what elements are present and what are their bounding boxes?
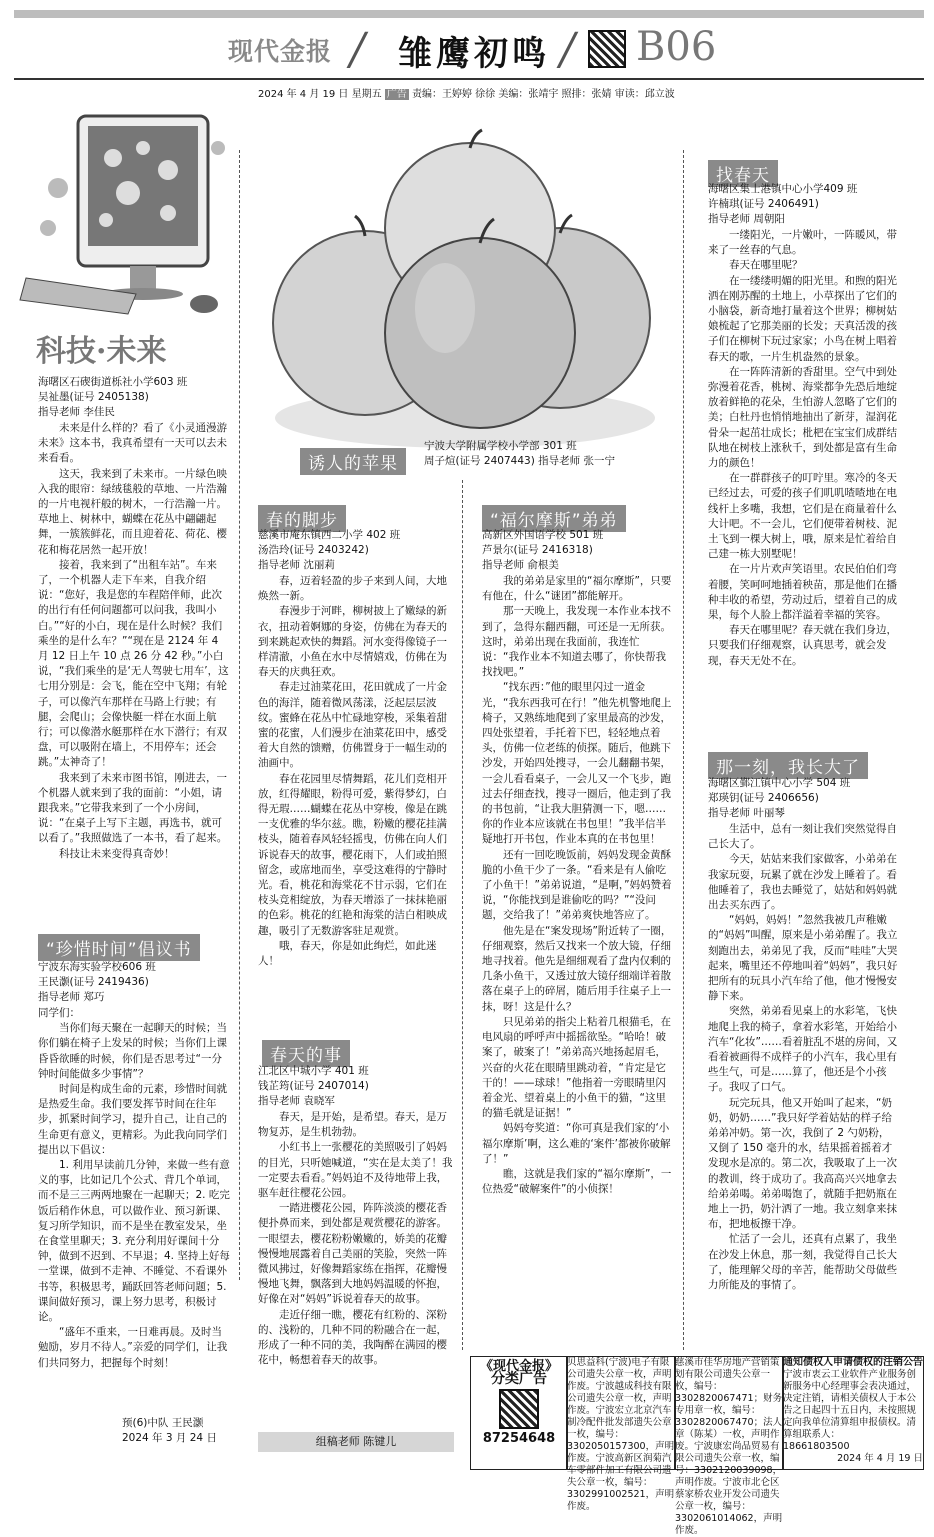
apple-drawing (255, 118, 675, 458)
article-byline (708, 182, 857, 228)
author: 芦景尔(证号 2416318) (482, 544, 593, 557)
teacher: 指导老师 郑巧 (38, 991, 105, 1004)
school: 海曙区鄞江镇中心小学 504 班 (708, 777, 851, 789)
top-rule (14, 10, 924, 18)
slash-divider: / (560, 24, 575, 75)
section-heading: 春天的事 (262, 1040, 350, 1067)
issue-date: 2024 年 4 月 19 日 (258, 89, 349, 100)
paragraph: 他先是在“案发现场”附近转了一圈，仔细观察，然后又找来一个放大镜，仔细地寻找着。他先是细细观看了盘内仅剩的几条小鱼干，又透过放大镜仔细端详着散落在桌子上的碎屑，随后用手往桌子上一抹，呀！这是什么？ (482, 924, 672, 1013)
teacher: 指导老师 沈丽莉 (258, 559, 335, 572)
paragraph: 春漫步于河畔，柳树披上了嫩绿的新衣，扭动着婀娜的身姿，仿佛在为春天的到来跳起欢快的舞蹈。河水变得像镜子一样清澈，小鱼在水中尽情嬉戏，仿佛在为春天的庆典狂欢。 (258, 605, 447, 679)
article-byline (482, 528, 603, 574)
paragraph: 走近仔细一瞧，樱花有红粉的、深粉的、浅粉的，几种不同的粉融合在一起，形成了一种不同的美，我陶醉在满园的樱花中，畅想着春天的故事。 (258, 1308, 447, 1367)
issue-weekday: 星期五 (351, 89, 382, 100)
paragraph: 春在花园里尽情舞蹈，花儿们竞相开放，红得耀眼，粉得可爱，紫得梦幻，白得无瑕……蝴蝶在花丛中穿梭，像是在跳一支优雅的华尔兹。瞧，粉嫩的樱花挂满枝头，随着春风轻轻摇曳，仿佛在向人们诉说春天的故事，樱花雨下，人们或拍照留念，或席地而坐，享受这难得的宁静时光。看，桃花和海棠花不甘示弱，它们在枝头竞相绽放，为春天增添了一抹抹艳丽的色彩。桃花的红艳和海棠的洁白相映成趣，吸引了无数游客驻足观赏。 (258, 772, 447, 937)
paragraph: 春，迈着轻盈的步子来到人间，大地焕然一新。 (258, 575, 447, 603)
notice-date: 2024 年 4 月 19 日 (837, 1453, 923, 1464)
article-body (482, 574, 676, 1348)
column-rule (239, 150, 240, 1280)
classified-phone: 87254648 (482, 1431, 556, 1446)
paragraph: 在一片片欢声笑语里。农民伯伯们弯着腰，笑呵呵地插着秧苗，那是他们在播种丰收的希望，劳动过后，望着自己的成果，每个人脸上都洋溢着幸福的笑容。 (708, 563, 897, 622)
classified-logo-box (470, 1356, 568, 1470)
paragraph: “盛年不重来，一日难再晨。及时当勉励，岁月不待人。”亲爱的同学们，让我们共同努力，把握每个时刻！ (38, 1326, 228, 1369)
editor-credits: 责编：王婷婷 徐徐 美编：张靖宇 照排：张婧 审读：邱立波 (412, 89, 675, 100)
computer-illustration (18, 108, 230, 320)
teacher: 指导老师 周朝阳 (708, 213, 785, 226)
paragraph: 这天，我来到了未来市。一片绿色映入我的眼帘：绿绒毯般的草地、一片浩瀚的一片电视杆般的树木，一行浩瀚一片。草地上、树林中，蝴蝶在花丛中翩翩起舞，一簇簇鲜花，而且迎着花、荷花、樱花和梅花居然一起开放！ (38, 467, 227, 556)
school: 高新区外国语学校 501 班 (482, 529, 604, 541)
ad-tag: 广告 (386, 89, 407, 100)
paragraph: 还有一回吃晚饭前，妈妈发现金黄酥脆的小鱼干少了一条。“看来是有人偷吃了小鱼干！”弟弟说道，“是啊，”妈妈赞着说，“你能找到是谁偷吃的吗？”“没问题，交给我了！”弟弟爽快地答应了。 (482, 848, 672, 922)
paragraph: 在一群群孩子的叮咛里。寒冷的冬天已经过去，可爱的孩子们叽叽喳喳地在电线杆上多嘴，我想，它们是在商量着什么大计吧。不一会儿，它们便带着树枝、泥土飞到一棵大树上，哦，原来是忙着给自己建一栋大别墅呢！ (708, 472, 897, 561)
caption-heading: 诱人的苹果 (300, 448, 406, 475)
article-body (258, 574, 454, 1026)
paragraph: 在一缕缕明媚的阳光里。和煦的阳光洒在刚苏醒的土地上，小草探出了它们的小脑袋，新奇地打量着这个世界；柳树姑娘梳起了它那美丽的长发；天真活泼的孩子们在柳树下玩过家家；小鸟在树上唱着春天的歌，一片生机盎然的景象。 (708, 274, 897, 363)
paragraph: 突然，弟弟看见桌上的水彩笔，飞快地爬上我的椅子，拿着水彩笔，开始给小汽车“化妆”……看着脏乱不堪的房间，又看着被画得不成样子的小汽车，我心里有些生气，可是……算了，他还是个小孩子。我叹了口气。 (708, 1005, 898, 1094)
section-title: 雏鹰初鸣 (398, 34, 550, 74)
paragraph: 玩完玩具，他又开始叫了起来，“奶奶，奶奶……”我只好学着姑姑的样子给弟弟冲奶。第一次，我倒了 2 勺奶粉，又倒了 150 毫升的水，结果摇着摇着才发现水是凉的。第二次，我吸取了上一次的教训，终于成功了。我高高兴兴地拿去给弟弟喝。弟弟喝饱了，就随手把奶瓶在地上一扔，奶汁洒了一地。我立刻拿来抹布，把地板擦干净。 (708, 1096, 897, 1231)
teacher: 指导老师 叶丽琴 (708, 807, 785, 820)
school: 江北区中城小学 401 班 (258, 1065, 369, 1077)
article-body (708, 822, 898, 1342)
paragraph: 当你们每天聚在一起聊天的时候；当你们躺在椅子上发呆的时候；当你们上课昏昏欲睡的时候，你们是否思考过“一分钟时间能做多少事情”？ (38, 1022, 227, 1080)
paragraph: 春天在哪里呢？春天就在我们身边，只要我们仔细观察，认真思考，就会发现，春天无处不在。 (708, 624, 897, 667)
author: 郑瑛钥(证号 2406656) (708, 792, 819, 805)
paragraph: 妈妈夸奖道：“你可真是我们家的‘小福尔摩斯’啊，这么难的‘案件’都被你破解了！” (482, 1122, 671, 1165)
school: 海曙区石碶街道栎社小学603 班 (38, 376, 188, 388)
author: 吴祉墨(证号 2405138) (38, 391, 149, 404)
signature-name: 预(6)中队 王民灏 (122, 1417, 204, 1429)
classified-ad: 贝思益科(宁波)电子有限公司遗失公章一枚，声明作废。宁波越成科技有限公司遗失公章一枚，声明作废。宁波宏立北京汽车制冷配件批发部遗失公章一枚，编号：3302050157300，声明作废。宁波高新区润菊汽车零部件加工有限公司遗失公章一枚，编号：3302991002521，声明作废。 (567, 1357, 675, 1512)
notice-phone: 18661803500 (783, 1441, 850, 1452)
notice-title: 通知债权人申请债权的注销公告 (783, 1357, 923, 1368)
article-body (258, 1110, 454, 1424)
article-byline (258, 528, 400, 574)
drawing-byline (424, 439, 615, 469)
school: 慈溪市庵东镇西二小学 402 班 (258, 529, 401, 541)
school: 宁波东海实验学校606 班 (38, 961, 156, 973)
paragraph: 只见弟弟的指尖上粘着几根猫毛，在电风扇的呼呼声中摇摇欲坠。“哈哈！破案了，破案了！”弟弟高兴地扬起眉毛，兴奋的火花在眼睛里跳动着，“肯定是它干的！——球球！”他指着一旁眼睛里闪着金光、望着桌上的小鱼干的猫，“这里的猫毛就是证据！” (482, 1015, 671, 1120)
paragraph: 忙活了一会儿，还真有点累了，我坐在沙发上休息，那一刻，我觉得自己长大了，能理解父母的辛苦，能帮助父母做些力所能及的事情了。 (708, 1233, 897, 1292)
column-rule (683, 150, 684, 1350)
paragraph: 未来是什么样的？看了《小灵通漫游未来》这本书，我真希望有一天可以去未来看看。 (38, 422, 227, 465)
school: 海曙区集士港镇中心小学409 班 (708, 183, 858, 195)
page-number: B06 (636, 24, 717, 70)
paragraph: 同学们： (38, 1007, 80, 1019)
article-title: 科技·未来 (36, 334, 167, 369)
editor-footer: 组稿老师 陈键儿 (258, 1432, 454, 1452)
classified-brand: 《现代金报》 (479, 1359, 558, 1374)
paragraph: 春天在哪里呢？ (729, 259, 803, 272)
paper-name: 现代金报 (228, 37, 333, 66)
column-rule (462, 480, 463, 1350)
dateline (258, 85, 675, 100)
author: 汤浩玲(证号 2403242) (258, 544, 369, 557)
article-byline (38, 375, 187, 421)
section-heading: “福尔摩斯”弟弟 (482, 505, 626, 532)
article-body (38, 1006, 230, 1414)
school: 宁波大学附属学校小学部 301 班 (424, 440, 577, 452)
paragraph: 春走过油菜花田，花田就成了一片金色的海洋，随着微风荡漾，泛起层层波纹。蜜蜂在花丛中忙碌地穿梭，采集着甜蜜的花蜜，人们漫步在油菜花田中，感受着大自然的馈赠，仿佛置身于一幅生动的油画中。 (258, 681, 447, 770)
section-heading: 春的脚步 (258, 505, 346, 532)
paragraph: 春天，是开始，是希望。春天，是万物复苏，是生机勃勃。 (258, 1111, 447, 1139)
author: 钱芷筠(证号 2407014) (258, 1080, 369, 1093)
article-body (708, 228, 898, 728)
paragraph: 哦，春天，你是如此绚烂，如此迷人！ (258, 939, 437, 968)
article-signature (122, 1416, 217, 1446)
article-byline (258, 1064, 369, 1110)
section-heading: 找春天 (708, 160, 778, 187)
classified-ad: 慈溪市佳华房地产营销策划有限公司遗失公章一枚，编号：3302820067471；财务专用章一枚，编号：3302820067470；法人章（陈某）一枚，声明作废。宁波康宏尚品贸易有限公司遗失公章一枚，编号：3302120039098，声明作废。宁波市北仑区蔡家桥农业开发公司遗失公章一枚，编号：3302061014062，声明作废。 (675, 1357, 783, 1536)
paragraph: 在一阵阵清新的香甜里。空气中到处弥漫着花香，桃树、海棠都争先恐后地绽放着鲜艳的花朵，生怕游人忽略了它们的美；白杜丹也悄悄地抽出了新芽，湿润花骨朵一起茁壮成长；枇杷在宝宝们成群结队地在树枝上涨秋千，到处都是富有生命力的颜色！ (708, 365, 897, 470)
author: 周子煊(证号 2407443) 指导老师 张一宁 (424, 455, 615, 468)
qr-code-icon[interactable] (499, 1389, 539, 1429)
section-heading: “珍惜时间”倡议书 (38, 934, 200, 961)
qr-code-icon[interactable] (588, 30, 626, 68)
paragraph: “找东西：”他的眼里闪过一道金光，“我东西我可在行！”他先机警地爬上椅子，又熟练地爬到了家里最高的沙发，四处张望着，手托着下巴，轻轻地点着头，仿佛一位老练的侦探。随后，他跳下沙发，开始四处搜寻，一会儿翻翻书架，一会儿看看桌子，一会儿又一个飞步，跑过去仔细查找，搜寻一圈后，他走到了我的书包前，“让我大胆猜测一下，嗯……你的作业本应该就在书包里！”我半信半疑地打开书包，作业本真的在书包里！ (482, 681, 672, 846)
paragraph: 今天，姑姑来我们家做客，小弟弟在我家玩耍，玩累了就在沙发上睡着了。看他睡着了，我也去睡觉了，姑姑和妈妈就出去买东西了。 (708, 853, 897, 912)
paragraph: 生活中，总有一刻让我们突然觉得自己长大了。 (708, 823, 897, 851)
article-byline (708, 776, 850, 822)
teacher: 指导老师 俞根美 (482, 559, 559, 572)
author: 王民灏(证号 2419436) (38, 976, 149, 989)
notice-box (782, 1356, 924, 1470)
author: 许楠琪(证号 2406491) (708, 198, 819, 211)
paragraph: 时间是构成生命的元素，珍惜时间就是热爱生命。我们要发挥节时间在往年步，抓紧时间学习，提升自己，让自己的生命更有意义，更精彩。为此我向同学们提出以下倡议： (38, 1083, 227, 1156)
paragraph: 我的弟弟是家里的“福尔摩斯”，只要有他在，什么“谜团”都能解开。 (482, 575, 672, 603)
paragraph: 一缕阳光，一片嫩叶，一阵暖风，带来了一丝春的气息。 (708, 229, 897, 257)
paragraph: 瞧，这就是我们家的“福尔摩斯”，一位热爱“破解案件”的小侦探！ (482, 1167, 672, 1196)
paragraph: 我来到了未来市图书馆，刚进去，一个机器人就来到了我的面前：“小姐，请跟我来。”它带我来到了一个小房间，说：“在桌子上写下主题，再选书，就可以看了。”我照做选了一本书，看了起来。 (38, 771, 228, 845)
paragraph: 科技让未来变得真奇妙！ (59, 847, 175, 860)
teacher: 指导老师 袁晓军 (258, 1095, 335, 1108)
paragraph: “妈妈，妈妈！”忽然我被几声稚嫩的“妈妈”叫醒，原来是小弟弟醒了。我立刻跑出去，弟弟见了我，反而“哇哇”大哭起来，嘴里还不停地叫着“妈妈”，我只好把所有的玩具小汽车给了他，他才慢慢安静下来。 (708, 914, 898, 1003)
paragraph: 小红书上一张樱花的美照吸引了妈妈的目光，只听她喊道，“实在是太美了！我一定要去看看。”妈妈迫不及待地带上我，驱车赶往樱花公园。 (258, 1141, 453, 1200)
classified-label: 分类广告 (491, 1371, 547, 1387)
paragraph: 一踏进樱花公园，阵阵淡淡的樱花香便扑鼻而来，到处都是观赏樱花的游客。一眼望去，樱花粉粉嫩嫩的，娇美的花瓣慢慢地展露着自己美丽的笑脸，突然一阵微风拂过，好像舞蹈家练在指挥，花瓣慢慢地飞舞，飘落到大地妈妈温暖的怀抱，好像在对“妈妈”诉说着春天的故事。 (258, 1202, 447, 1306)
notice-body: 宁波市衷云工业软件产业服务创新服务中心经理事会表决通过，决定注销，请相关债权人于本公告之日起四十五日内，未按照规定向我单位清算组申报债权。清算组联系人： (783, 1369, 917, 1440)
teacher: 指导老师 李佳民 (38, 406, 115, 419)
article-byline (38, 960, 156, 1006)
slash-divider: / (350, 24, 365, 75)
article-body (38, 421, 230, 919)
paragraph: 那一天晚上，我发现一本作业本找不到了，急得东翻西翻，可还是一无所获。这时，弟弟出现在我面前，我连忙说：“我作业本不知道去哪了，你快帮我找找吧。” (482, 605, 671, 679)
section-heading: 那一刻，我长大了 (708, 752, 868, 779)
paragraph: 1. 利用早读前几分钟，来做一些有意义的事，比如记几个公式、背几个单词，而不是三三两两地聚在一起聊天；2. 吃完饭后稍作休息，可以做作业、预习新课、复习所学知识，而不是坐在教室发呆，坐在食堂里聊天；3. 充分利用好课间十分钟，做到不迟到、不早退；4. 坚持上好每一堂课，做到不走神、不睡觉、不看课外书等，积极思考，踊跃回答老师问题；5. 课间做好预习，课上努力思考，积极讨论。 (38, 1159, 230, 1324)
signature-date: 2024 年 3 月 24 日 (122, 1432, 217, 1445)
header-rule (14, 78, 924, 80)
paragraph: 接着，我来到了“出租车站”。车来了，一个机器人走下车来，自我介绍说：“您好，我是您的车程陪伴师，此次的出行有任何问题都可以问我，我叫小白。”“好的小白，现在是什么时候？我们乘坐的是什么车？”“现在是 2124 年 4 月 12 日上午 10 点 26 分 42 秒。”小白说，“我们乘坐的是‘无人驾驶七用车’，这七用分别是：会飞，能在空中飞翔；有轮子，可以像汽车那样在马路上行驶；有腿，会爬山；会像快艇一样在水面上航行；可以像潜水艇那样在水下潜行；有双盘，可以吸附在墙上，不用停车；还会跳。”太神奇了！ (38, 558, 229, 769)
